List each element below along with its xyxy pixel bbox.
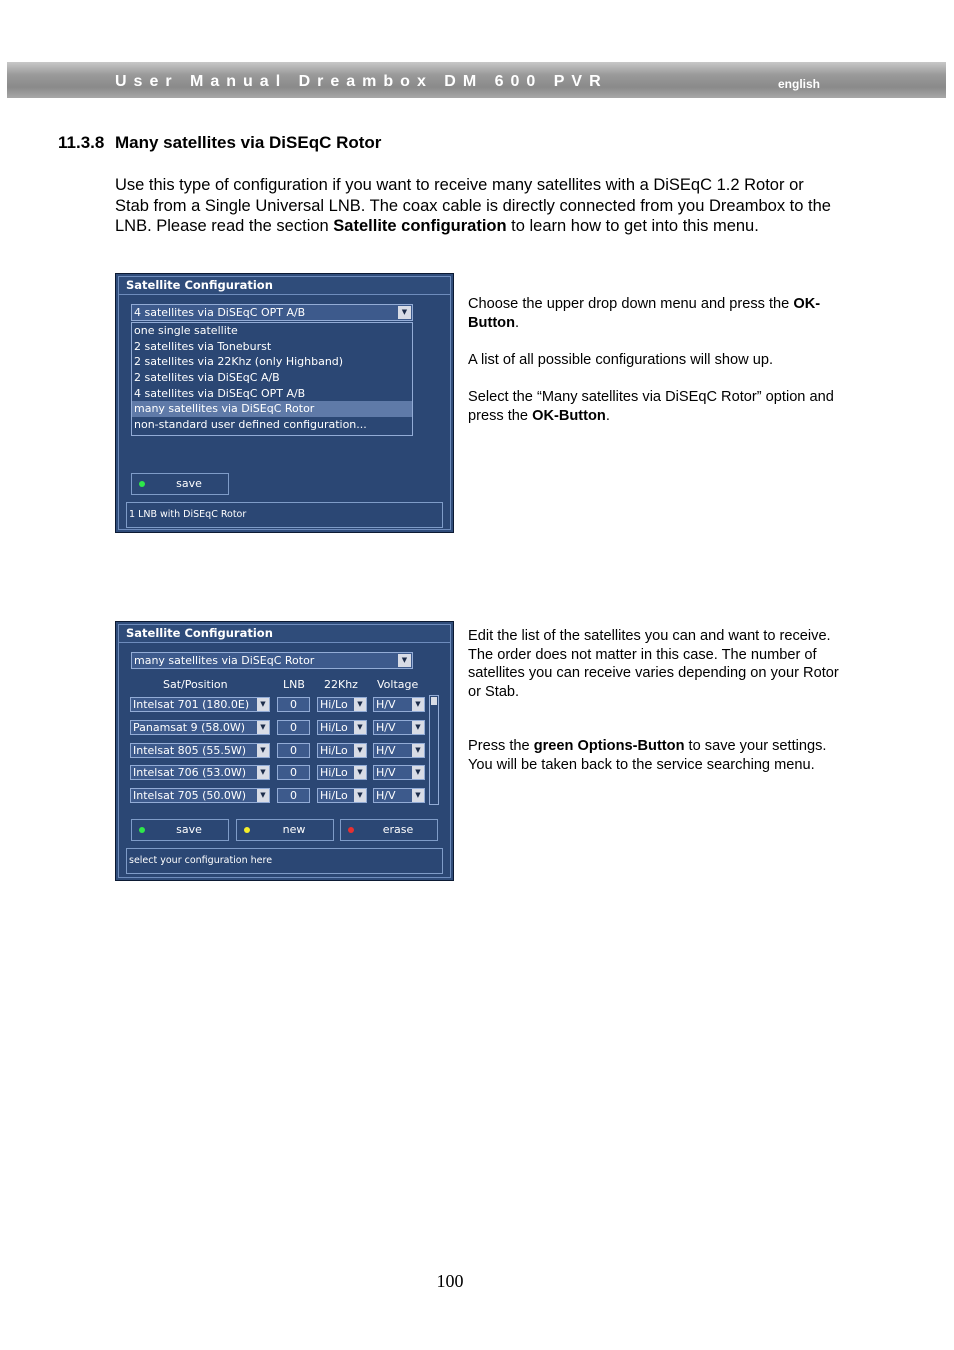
instruction-paragraph [468, 388, 848, 425]
save-button-label: save [176, 823, 202, 836]
chevron-down-icon[interactable]: ▼ [412, 744, 424, 757]
instruction-paragraph: Edit the list of the satellites you can and want to receive. The order does not matter in this case. The number of satellites you can receive varies depending on your Rotor or Stab. [468, 628, 839, 700]
chevron-down-icon[interactable]: ▼ [354, 721, 366, 734]
list-item-selected[interactable]: many satellites via DiSEqC Rotor [132, 401, 412, 417]
sat-value: Intelsat 706 (53.0W) [133, 766, 247, 779]
column-header-sat: Sat/Position [163, 678, 228, 691]
chevron-down-icon[interactable]: ▼ [354, 698, 366, 711]
red-dot-icon [348, 827, 354, 833]
voltage-value: H/V [376, 698, 396, 711]
voltage-value: H/V [376, 721, 396, 734]
column-header-22khz: 22Khz [324, 678, 358, 691]
voltage-select[interactable] [373, 697, 425, 712]
section-number: 11.3.8 [58, 133, 105, 152]
chevron-down-icon[interactable]: ▼ [257, 744, 269, 757]
intro-paragraph [115, 175, 840, 237]
instruction-paragraph: A list of all possible configurations will show up. [468, 351, 774, 368]
sat-value: Intelsat 805 (55.5W) [133, 744, 247, 757]
list-item[interactable]: one single satellite [134, 324, 238, 337]
list-item[interactable]: 4 satellites via DiSEqC OPT A/B [134, 386, 306, 400]
save-button[interactable] [131, 473, 229, 495]
sat-position-select[interactable] [130, 743, 270, 758]
save-button[interactable] [131, 819, 229, 841]
lnb-field[interactable]: 0 [277, 788, 310, 803]
22khz-value: Hi/Lo [320, 744, 348, 757]
instruction-text: . [605, 407, 610, 424]
sat-position-select[interactable] [130, 720, 270, 735]
lnb-field[interactable]: 0 [277, 765, 310, 780]
chevron-down-icon[interactable]: ▼ [354, 789, 366, 802]
22khz-select[interactable] [317, 720, 367, 735]
instruction-text: . [515, 314, 520, 331]
22khz-select[interactable] [317, 788, 367, 803]
language-label: english [778, 77, 821, 91]
22khz-value: Hi/Lo [320, 698, 348, 711]
scrollbar-thumb[interactable] [431, 697, 437, 705]
22khz-select[interactable] [317, 743, 367, 758]
sat-value: Panamsat 9 (58.0W) [133, 721, 246, 734]
satellite-config-screen-2 [115, 621, 454, 881]
lnb-field[interactable]: 0 [277, 697, 310, 712]
screen-title: Satellite Configuration [119, 625, 450, 643]
green-dot-icon [139, 481, 145, 487]
voltage-value: H/V [376, 766, 396, 779]
manual-title: User Manual Dreambox DM 600 PVR [115, 73, 608, 90]
green-dot-icon [139, 827, 145, 833]
voltage-select[interactable] [373, 720, 425, 735]
chevron-down-icon[interactable]: ▼ [257, 721, 269, 734]
sat-position-select[interactable] [130, 697, 270, 712]
new-button[interactable] [236, 819, 334, 841]
chevron-down-icon[interactable]: ▼ [354, 744, 366, 757]
intro-text: Use this type of configuration if you want to receive many satellites with a DiSEqC 1.2 Rotor or Stab from a Single Universal LNB. The coax cable is directly connected from you Dreambox to the LNB. Please read the section [115, 176, 831, 235]
save-button-label: save [176, 477, 202, 490]
screen-panel [118, 624, 451, 878]
dropdown-value: 4 satellites via DiSEqC OPT A/B [134, 306, 306, 319]
instruction-text: Select the “Many satellites via DiSEqC Rotor” option and press the [468, 388, 834, 424]
22khz-select[interactable] [317, 697, 367, 712]
intro-text-end: to learn how to get into this menu. [506, 217, 759, 235]
list-item[interactable]: 2 satellites via Toneburst [134, 339, 272, 353]
list-scrollbar[interactable] [429, 695, 439, 805]
column-header-lnb: LNB [283, 678, 305, 691]
screen-panel [118, 276, 451, 530]
instruction-paragraph [468, 295, 848, 332]
instruction-bold: green Options-Button [533, 738, 685, 755]
sat-position-select[interactable] [130, 765, 270, 780]
instructions-1 [468, 295, 848, 425]
22khz-value: Hi/Lo [320, 789, 348, 802]
sat-value: Intelsat 701 (180.0E) [133, 698, 250, 711]
dropdown-value: many satellites via DiSEqC Rotor [134, 654, 315, 667]
list-item[interactable]: 2 satellites via DiSEqC A/B [134, 371, 280, 385]
instructions-2 [468, 627, 848, 775]
instruction-bold: OK-Button [468, 296, 821, 331]
chevron-down-icon[interactable]: ▼ [354, 766, 366, 779]
status-bar: 1 LNB with DiSEqC Rotor [126, 502, 443, 528]
sat-value: Intelsat 705 (50.0W) [133, 789, 247, 802]
voltage-select[interactable] [373, 743, 425, 758]
lnb-field[interactable]: 0 [277, 743, 310, 758]
chevron-down-icon[interactable]: ▼ [257, 766, 269, 779]
satellite-config-screen-1 [115, 273, 454, 533]
configuration-dropdown[interactable] [131, 652, 413, 669]
chevron-down-icon[interactable]: ▼ [412, 698, 424, 711]
sat-position-select[interactable] [130, 788, 270, 803]
chevron-down-icon[interactable]: ▼ [257, 698, 269, 711]
intro-bold-link-text: Satellite configuration [333, 217, 507, 235]
yellow-dot-icon [244, 827, 250, 833]
chevron-down-icon[interactable]: ▼ [412, 789, 424, 802]
chevron-down-icon[interactable]: ▼ [398, 306, 411, 319]
voltage-value: H/V [376, 789, 396, 802]
new-button-label: new [282, 823, 306, 836]
column-header-voltage: Voltage [377, 678, 419, 691]
instruction-text: Press the [468, 738, 534, 755]
erase-button-label: erase [382, 823, 414, 836]
chevron-down-icon[interactable]: ▼ [257, 789, 269, 802]
configuration-options-list[interactable] [131, 322, 413, 436]
erase-button[interactable] [340, 819, 438, 841]
instruction-paragraph [468, 737, 848, 774]
lnb-field[interactable]: 0 [277, 720, 310, 735]
configuration-dropdown[interactable] [131, 304, 413, 321]
chevron-down-icon[interactable]: ▼ [412, 721, 424, 734]
voltage-value: H/V [376, 744, 396, 757]
page-number: 100 [436, 1271, 464, 1291]
22khz-select[interactable] [317, 765, 367, 780]
list-item[interactable]: 2 satellites via 22Khz (only Highband) [134, 355, 344, 369]
voltage-select[interactable] [373, 765, 425, 780]
voltage-select[interactable] [373, 788, 425, 803]
instruction-text: to save your settings. You will be taken back to the service searching menu. [468, 738, 827, 773]
status-bar: select your configuration here [126, 848, 443, 874]
section-title: Many satellites via DiSEqC Rotor [115, 133, 382, 152]
22khz-value: Hi/Lo [320, 766, 348, 779]
screen-title: Satellite Configuration [119, 277, 450, 295]
instruction-text: Choose the upper drop down menu and press the [468, 296, 794, 312]
22khz-value: Hi/Lo [320, 721, 348, 734]
instruction-bold: OK-Button [532, 407, 606, 424]
section-heading [58, 133, 381, 153]
chevron-down-icon[interactable]: ▼ [412, 766, 424, 779]
header-bar [7, 62, 946, 98]
list-item[interactable]: non-standard user defined configuration... [134, 418, 367, 432]
chevron-down-icon[interactable]: ▼ [398, 654, 411, 667]
